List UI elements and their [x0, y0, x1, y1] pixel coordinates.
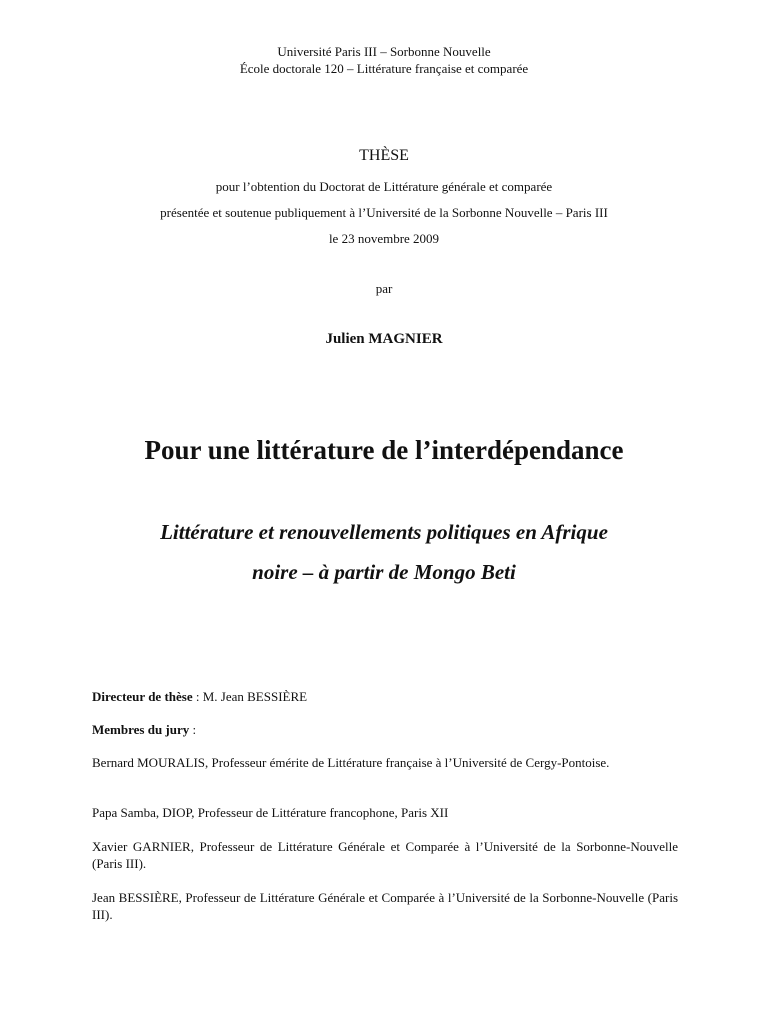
jury-member: Jean BESSIÈRE, Professeur de Littérature Générale et Comparée à l’Université de la Sorbonne-Nouvelle (Paris III).: [92, 890, 678, 922]
university-name: Université Paris III – Sorbonne Nouvelle: [277, 44, 491, 59]
jury-member: Papa Samba, DIOP, Professeur de Littérature francophone, Paris XII: [92, 805, 449, 820]
thesis-subtitle: [0, 512, 768, 592]
director-value: : M. Jean BESSIÈRE: [192, 689, 308, 704]
doctoral-school: École doctorale 120 – Littérature française et comparée: [239, 61, 529, 76]
jury-heading: [92, 721, 678, 738]
jury-label: Membres du jury: [92, 722, 190, 737]
jury-suffix: :: [189, 722, 197, 737]
document-type: THÈSE: [359, 147, 409, 164]
thesis-director: [92, 688, 678, 705]
jury-member: Bernard MOURALIS, Professeur émérite de Littérature française à l’Université de Cergy-Pontoise.: [92, 755, 610, 770]
presentation-statement: présentée et soutenue publiquement à l’Université de la Sorbonne Nouvelle – Paris III: [160, 205, 608, 220]
subtitle-line-2: noire – à partir de Mongo Beti: [252, 560, 516, 584]
by-label: par: [375, 281, 393, 296]
defense-date: le 23 novembre 2009: [328, 231, 440, 246]
director-label: Directeur de thèse: [92, 689, 193, 704]
thesis-title: Pour une littérature de l’interdépendance: [144, 435, 624, 465]
subtitle-line-1: Littérature et renouvellements politiques en Afrique: [160, 520, 608, 544]
degree-purpose: pour l’obtention du Doctorat de Littérature générale et comparée: [215, 179, 553, 194]
author-name: Julien MAGNIER: [325, 331, 443, 347]
jury-member: Xavier GARNIER, Professeur de Littérature Générale et Comparée à l’Université de la Sorbonne-Nouvelle (Paris III).: [92, 839, 678, 871]
